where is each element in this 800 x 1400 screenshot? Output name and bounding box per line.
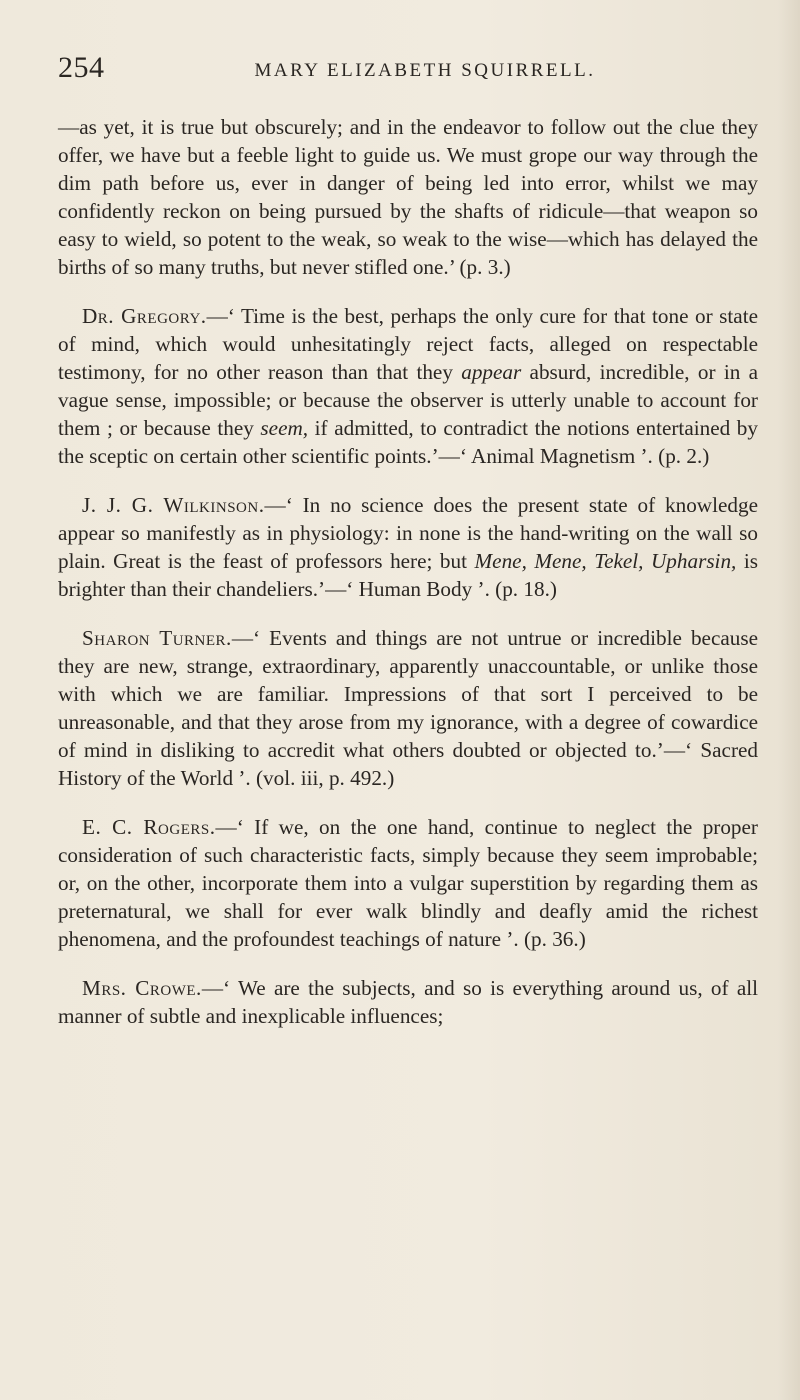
- quotation-gregory: [58, 302, 758, 470]
- running-head: MARY ELIZABETH SQUIRRELL.: [254, 60, 596, 81]
- page-body: [58, 113, 758, 1051]
- quotation-author: Sharon Turner.: [82, 626, 232, 650]
- quotation-text: —‘ In no science does the present state of knowledge appear so manifestly as in physiology: in none is the hand-writing on the wall so plain. Great is the feast of professors here; but: [58, 493, 758, 573]
- quotation-author: E. C. Rogers.: [82, 815, 216, 839]
- page-edge-shadow: [778, 0, 800, 1400]
- quotation-text: is brighter than their chandeliers.’—‘ Human Body ’. (p. 18.): [58, 549, 758, 601]
- quotation-rogers: [58, 813, 758, 953]
- quotation-emphasis: Mene, Mene, Tekel, Upharsin,: [474, 549, 737, 573]
- quotation-author: Mrs. Crowe.: [82, 976, 202, 1000]
- quotation-author: Dr. Gregory.: [82, 304, 207, 328]
- quotation-author: J. J. G. Wilkinson.: [82, 493, 265, 517]
- page-header: [58, 48, 752, 88]
- quotation-emphasis: seem,: [260, 416, 309, 440]
- quotation-crowe: [58, 974, 758, 1030]
- quotation-text: —‘ Events and things are not untrue or incredible because they are new, strange, extraordinary, apparently unaccountable, or unlike those with which we are familiar. Impressions of that sort I perceived to be unreasonable, and that they arose from my ignorance, with a degree of cowardice of mind in disliking to accredit what others doubted or objected to.’—‘ Sacred History of the World ’. (vol. iii, p. 492.): [58, 626, 758, 790]
- quotation-turner: [58, 624, 758, 792]
- quotation-text: —‘ Time is the best, perhaps the only cure for that tone or state of mind, which would unhesitatingly reject facts, alleged on respectable testimony, for no other reason than that they: [58, 304, 758, 384]
- quotation-wilkinson: [58, 491, 758, 603]
- quotation-text: —‘ We are the subjects, and so is everything around us, of all manner of subtle and inexplicable influences;: [58, 976, 758, 1028]
- quotation-text: —‘ If we, on the one hand, continue to neglect the proper consideration of such characteristic facts, simply because they seem improbable; or, on the other, incorporate them into a vulgar superstition by regarding them as preternatural, we shall for ever walk blindly and deafly amid the richest phenomena, and the profoundest teachings of nature ’. (p. 36.): [58, 815, 758, 951]
- paragraph-continuation: [58, 113, 758, 281]
- quotation-text: if admitted, to contradict the notions entertained by the sceptic on certain other scientific points.’—‘ Animal Magnetism ’. (p. 2.): [58, 416, 758, 468]
- quotation-emphasis: appear: [461, 360, 522, 384]
- page-number: 254: [58, 51, 105, 84]
- quotation-text: absurd, incredible, or in a vague sense, impossible; or because the observer is utterly unable to account for them ; or because they: [58, 360, 758, 440]
- paragraph-text: —as yet, it is true but obscurely; and in the endeavor to follow out the clue they offer, we have but a feeble light to guide us. We must grope our way through the dim path before us, ever in danger of being led into error, whilst we may confidently reckon on being pursued by the shafts of ridicule—that weapon so easy to wield, so potent to the weak, so weak to the wise—which has delayed the births of so many truths, but never stifled one.’ (p. 3.): [58, 115, 758, 279]
